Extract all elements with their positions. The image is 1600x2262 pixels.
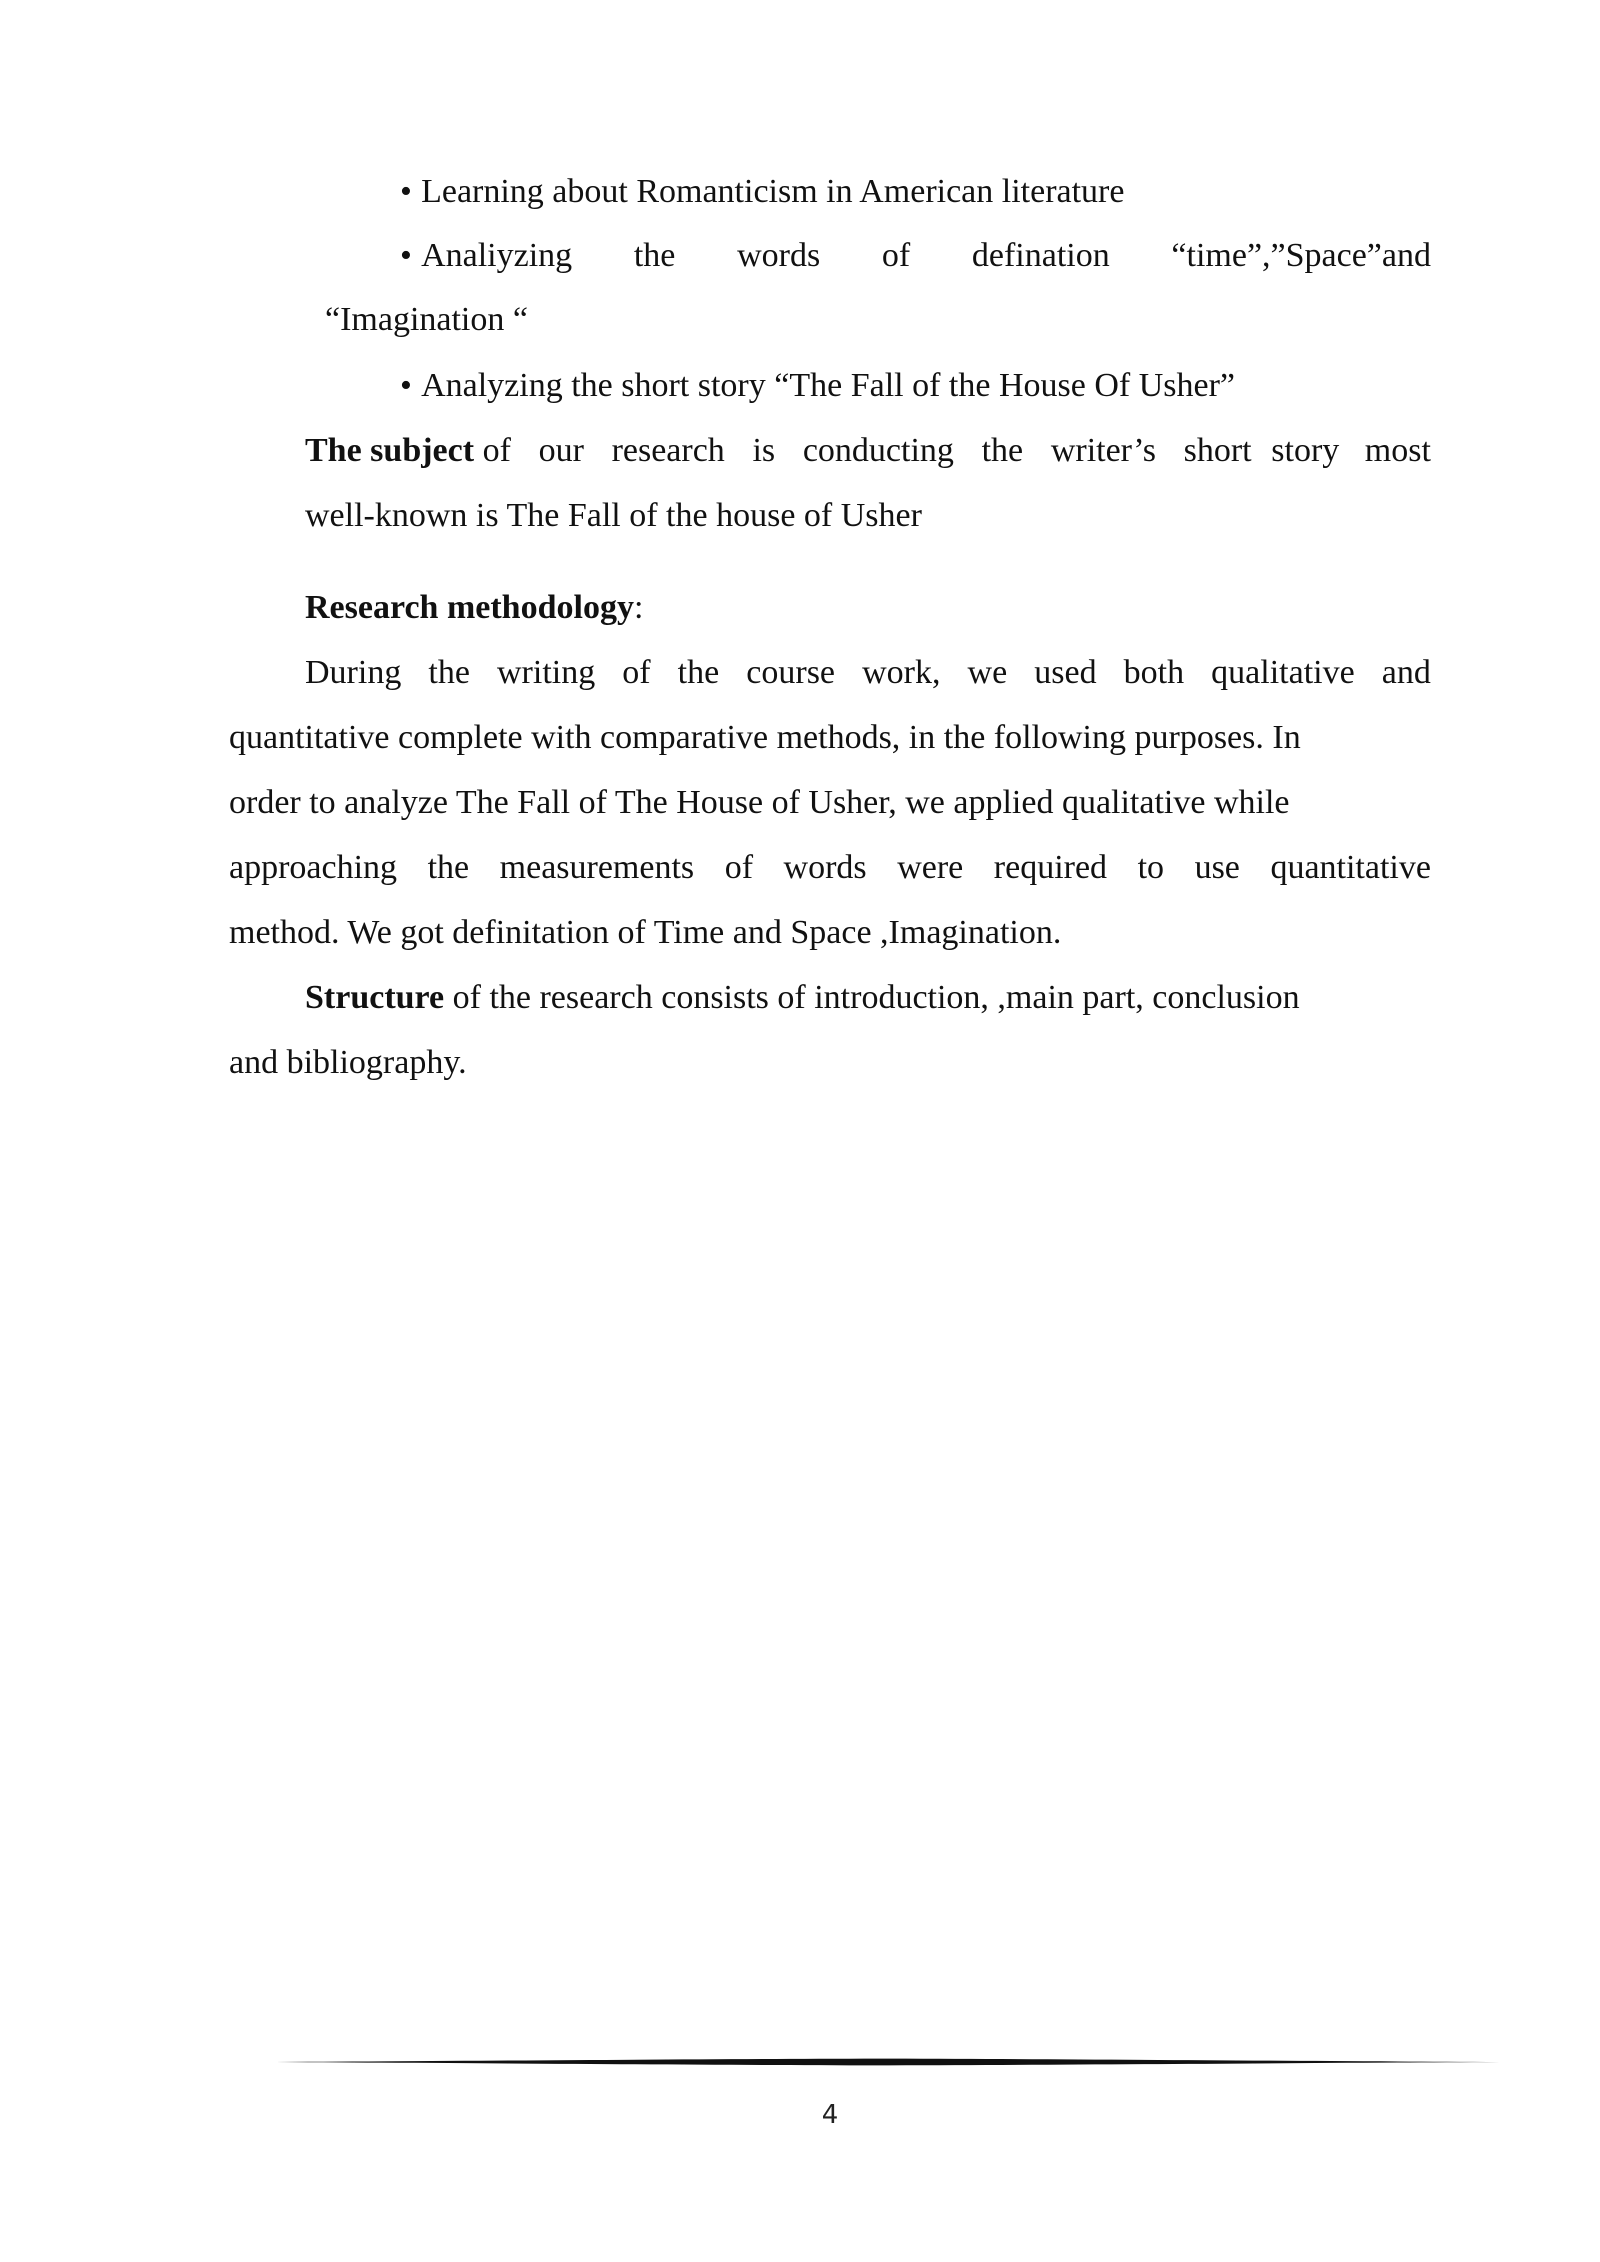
methodology-heading-text: Research methodology bbox=[305, 589, 634, 626]
word: work, bbox=[862, 654, 941, 691]
heading-colon: : bbox=[633, 589, 644, 626]
word: course bbox=[746, 654, 836, 691]
bullet-text: Learning about Romanticism in American literature bbox=[421, 173, 1125, 210]
word: conducting bbox=[802, 432, 954, 469]
bullet-icon: • bbox=[400, 173, 412, 210]
bullet-icon: • bbox=[400, 237, 412, 274]
word: words bbox=[783, 849, 867, 886]
word: use bbox=[1194, 849, 1240, 886]
bullet-word: words bbox=[737, 237, 821, 274]
subject-line-2: well-known is The Fall of the house of Usher bbox=[305, 497, 922, 534]
word: During bbox=[305, 654, 402, 691]
word: required bbox=[993, 849, 1108, 886]
methodology-line-3: order to analyze The Fall of The House of Usher, we applied qualitative while bbox=[229, 784, 1290, 821]
word: measurements bbox=[499, 849, 695, 886]
page-number: 4 bbox=[821, 2100, 839, 2130]
bullet-word: “time”,”Space”and bbox=[1171, 237, 1431, 274]
structure-bold-label: Structure bbox=[305, 979, 445, 1016]
word: were bbox=[897, 849, 964, 886]
word: of bbox=[622, 654, 651, 691]
word-pair: story most bbox=[1271, 432, 1431, 469]
bullet-item-short-story bbox=[400, 364, 1235, 408]
bullet-word: • Analiyzing bbox=[400, 234, 572, 278]
subject-lead: The subject of bbox=[305, 432, 511, 469]
methodology-line-4 bbox=[229, 846, 1431, 890]
structure-text: of the research consists of introduction, ,main part, conclusion bbox=[444, 979, 1300, 1016]
word: to bbox=[1137, 849, 1165, 886]
bullet-icon: • bbox=[400, 367, 412, 404]
structure-line-2: and bibliography. bbox=[229, 1044, 467, 1081]
methodology-line-5: method. We got definitation of Time and Space ,Imagination. bbox=[229, 914, 1062, 951]
bullet-text: Analyzing the short story “The Fall of the House Of Usher” bbox=[421, 367, 1235, 404]
bullet-word: defination bbox=[971, 237, 1110, 274]
word: writing bbox=[497, 654, 596, 691]
word: our bbox=[538, 432, 584, 469]
word: we bbox=[967, 654, 1008, 691]
word: quantitative bbox=[1270, 849, 1431, 886]
word: short bbox=[1183, 432, 1252, 469]
word: both bbox=[1123, 654, 1185, 691]
bullet-continuation: “Imagination “ bbox=[325, 301, 528, 338]
methodology-heading bbox=[305, 586, 643, 630]
word: qualitative bbox=[1211, 654, 1355, 691]
word: writer’s bbox=[1050, 432, 1156, 469]
subject-bold-label: The subject bbox=[305, 432, 475, 469]
methodology-line-1 bbox=[305, 651, 1431, 695]
word: is bbox=[752, 432, 776, 469]
methodology-line-2: quantitative complete with comparative methods, in the following purposes. In bbox=[229, 719, 1301, 756]
word: the bbox=[427, 849, 470, 886]
word: the bbox=[677, 654, 720, 691]
word: of bbox=[724, 849, 754, 886]
word: used bbox=[1034, 654, 1097, 691]
word: and bbox=[1381, 654, 1431, 691]
bullet-item-romanticism bbox=[400, 170, 1124, 214]
footer-divider bbox=[260, 2058, 1500, 2066]
bullet-item-definition bbox=[400, 234, 1431, 278]
word: the bbox=[981, 432, 1024, 469]
bullet-word: the bbox=[633, 237, 676, 274]
word: approaching bbox=[229, 849, 398, 886]
subject-line-1 bbox=[305, 429, 1431, 473]
word: research bbox=[611, 432, 725, 469]
structure-line-1 bbox=[305, 976, 1300, 1020]
bullet-word: of bbox=[881, 237, 911, 274]
word: the bbox=[428, 654, 470, 691]
